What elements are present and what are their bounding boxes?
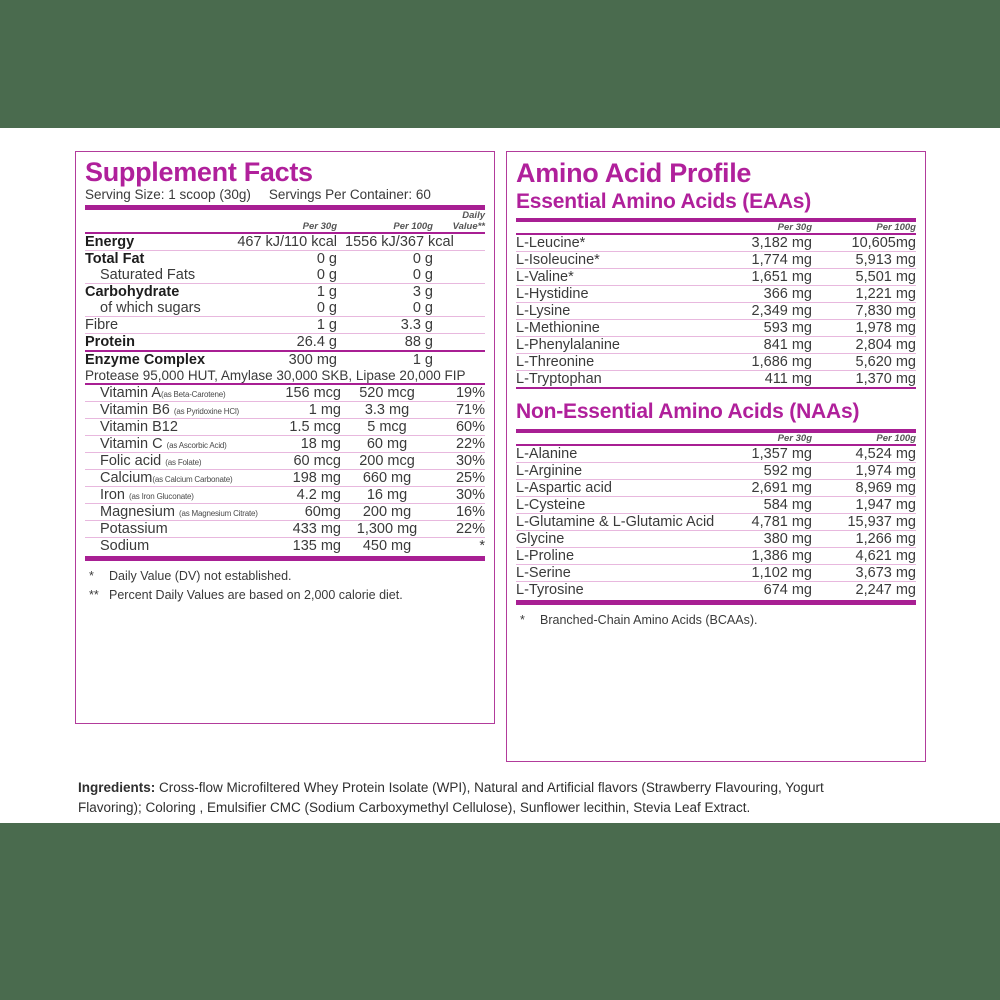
nutrient-dv: 22% <box>455 436 485 453</box>
nutrient-source: (as Ascorbic Acid) <box>166 441 227 451</box>
amino-acid-per100g: 1,978 mg <box>855 320 916 337</box>
nutrient-per30g: 1 g <box>316 317 337 334</box>
nutrient-per30g: 1 g <box>316 284 337 301</box>
amino-acid-per100g: 1,266 mg <box>855 530 916 547</box>
nutrient-name: Energy <box>85 234 135 251</box>
enzyme-detail-text: Protease 95,000 HUT, Amylase 30,000 SKB, Lipase 20,000 FIP <box>85 368 466 384</box>
table-row <box>85 538 485 554</box>
amino-acid-per30g: 1,386 mg <box>751 547 812 564</box>
table-row <box>85 453 485 469</box>
amino-acid-name: L-Lysine <box>516 303 571 320</box>
amino-acid-name: L-Valine* <box>516 269 574 286</box>
nutrient-per30g: 4.2 mg <box>296 487 341 504</box>
nutrient-label: Vitamin A <box>100 385 161 402</box>
amino-acid-profile-title: Amino Acid Profile <box>516 158 752 188</box>
nutrient-per30g: 60 mcg <box>293 453 341 470</box>
amino-acid-per30g: 841 mg <box>763 337 812 354</box>
amino-acid-per30g: 1,102 mg <box>751 564 812 581</box>
amino-acid-per100g: 7,830 mg <box>855 303 916 320</box>
table-row <box>516 480 916 496</box>
nutrient-per30g: 26.4 g <box>296 334 337 351</box>
table-row <box>85 470 485 486</box>
amino-acid-name: L-Serine <box>516 564 571 581</box>
enzyme-detail-row <box>85 368 485 383</box>
col-header-blank <box>516 433 708 444</box>
nutrient-per30g: 156 mcg <box>285 385 341 402</box>
table-row <box>85 334 485 350</box>
table-row <box>85 352 485 368</box>
table-row <box>516 371 916 387</box>
nutrient-label: Folic acid <box>100 453 162 470</box>
amino-acid-name: L-Tryptophan <box>516 371 602 388</box>
nutrient-label: Iron <box>100 487 125 504</box>
col-header-per30g: Per 30g <box>777 432 812 444</box>
nutrient-dv <box>433 300 485 316</box>
table-row <box>85 251 485 267</box>
supplement-facts-title: Supplement Facts <box>85 157 313 187</box>
amino-acid-name: L-Leucine* <box>516 235 586 252</box>
nutrient-per100g: 450 mg <box>362 538 412 555</box>
table-row <box>516 531 916 547</box>
rule <box>516 387 916 389</box>
table-row <box>85 504 485 520</box>
amino-acid-per30g: 2,691 mg <box>751 479 812 496</box>
table-row <box>85 234 485 250</box>
amino-acid-name: L-Threonine <box>516 354 595 371</box>
nutrient-per100g: 3 g <box>412 284 433 301</box>
table-row <box>516 514 916 530</box>
nutrient-per30g: 0 g <box>316 267 337 284</box>
col-header-blank <box>516 222 708 233</box>
nutrient-name: Protein <box>85 334 135 351</box>
nutrient-per100g: 88 g <box>404 334 433 351</box>
nutrient-name <box>85 436 253 452</box>
nutrient-dv: 60% <box>455 419 485 436</box>
nutrient-name <box>85 402 253 418</box>
amino-acid-name: L-Methionine <box>516 320 600 337</box>
amino-acid-per30g: 674 mg <box>763 581 812 598</box>
nutrient-label: Magnesium <box>100 504 175 521</box>
footnote-item <box>89 586 483 605</box>
amino-acid-name: L-Isoleucine* <box>516 252 600 269</box>
eaa-table <box>516 222 916 389</box>
nutrient-per30g: 60mg <box>304 504 341 521</box>
nutrient-label: Calcium <box>100 470 153 487</box>
table-row <box>516 354 916 370</box>
footnote-text: Daily Value (DV) not established. <box>109 569 292 584</box>
nutrient-per100g: 1556 kJ/367 kcal <box>345 234 454 251</box>
nutrient-per100g: 0 g <box>412 267 433 284</box>
nutrient-name: Enzyme Complex <box>85 352 206 369</box>
nutrient-per100g: 3.3 g <box>400 317 433 334</box>
nutrient-per100g: 200 mcg <box>359 453 415 470</box>
nutrient-per30g: 1 mg <box>308 402 341 419</box>
footnote-marker: * <box>89 569 94 584</box>
col-header-per100g: Per 100g <box>876 432 916 444</box>
nutrient-dv <box>433 352 485 368</box>
amino-acid-per100g: 15,937 mg <box>847 513 916 530</box>
amino-acid-per100g: 2,804 mg <box>855 337 916 354</box>
col-header-per30g: Per 30g <box>302 221 337 233</box>
nutrient-per30g: 0 g <box>316 251 337 268</box>
nutrient-dv <box>433 317 485 333</box>
table-row <box>85 436 485 452</box>
col-header-daily-value: Daily Value** <box>452 210 485 233</box>
nutrient-name <box>85 538 253 554</box>
table-row <box>85 521 485 537</box>
col-header-blank <box>85 210 237 232</box>
amino-acid-name: L-Tyrosine <box>516 581 584 598</box>
nutrient-per100g: 3.3 mg <box>364 402 410 419</box>
amino-acid-per30g: 1,774 mg <box>751 252 812 269</box>
nutrient-per100g: 1 g <box>412 352 433 369</box>
nutrient-source: (as Folate) <box>165 458 202 468</box>
ingredients-label: Ingredients: <box>78 780 156 795</box>
nutrient-name: Fibre <box>85 317 119 334</box>
nutrient-dv <box>433 334 485 350</box>
nutrient-name: Carbohydrate <box>85 284 180 301</box>
table-row <box>516 303 916 319</box>
amino-acid-per100g: 8,969 mg <box>855 479 916 496</box>
supplement-facts-panel <box>75 151 495 724</box>
nutrient-source: (as Calcium Carbonate) <box>152 475 233 485</box>
nutrient-label: Vitamin B12 <box>100 419 178 436</box>
nutrient-label: Potassium <box>100 521 168 538</box>
amino-acid-name: L-Phenylalanine <box>516 337 620 354</box>
micronutrient-table <box>85 385 485 554</box>
table-row <box>516 548 916 564</box>
amino-acid-per30g: 592 mg <box>763 462 812 479</box>
naa-heading: Non-Essential Amino Acids (NAAs) <box>516 400 860 424</box>
servings-per-container-text: Servings Per Container: 60 <box>268 187 431 203</box>
amino-acid-per30g: 411 mg <box>764 371 812 388</box>
amino-acid-per30g: 593 mg <box>763 320 812 337</box>
nutrient-per100g: 0 g <box>412 251 433 268</box>
nutrient-source: (as Beta-Carotene) <box>161 390 226 400</box>
nutrient-label: Sodium <box>100 538 150 555</box>
naa-table <box>516 433 916 598</box>
nutrient-per100g: 5 mcg <box>367 419 407 436</box>
ingredients-section <box>78 778 878 817</box>
table-row <box>516 497 916 513</box>
nutrient-name <box>85 470 253 486</box>
table-row <box>85 419 485 435</box>
amino-acid-name: L-Hystidine <box>516 286 589 303</box>
table-row <box>516 446 916 462</box>
amino-acid-per100g: 1,370 mg <box>855 371 916 388</box>
table-row <box>85 487 485 503</box>
nutrient-dv: 30% <box>455 487 485 504</box>
col-header-per30g: Per 30g <box>777 222 812 234</box>
table-row <box>516 286 916 302</box>
table-row <box>516 337 916 353</box>
table-row <box>85 402 485 418</box>
nutrient-name: Total Fat <box>85 251 145 268</box>
nutrient-per100g: 1,300 mg <box>356 521 418 538</box>
nutrient-per30g: 467 kJ/110 kcal <box>237 234 337 251</box>
footnote-text: Branched-Chain Amino Acids (BCAAs). <box>540 612 758 627</box>
nutrient-dv <box>433 251 485 267</box>
nutrient-per100g: 660 mg <box>362 470 412 487</box>
amino-acid-per100g: 1,974 mg <box>855 462 916 479</box>
nutrient-dv: 16% <box>455 504 485 521</box>
nutrient-per30g: 433 mg <box>292 521 341 538</box>
table-row <box>516 320 916 336</box>
right-footnotes <box>516 605 916 630</box>
amino-acid-name: Glycine <box>516 530 565 547</box>
nutrient-dv <box>433 267 485 283</box>
nutrient-dv: 30% <box>455 453 485 470</box>
nutrient-name: of which sugars <box>100 300 201 317</box>
amino-acid-per30g: 4,781 mg <box>751 513 812 530</box>
nutrient-source: (as Magnesium Citrate) <box>178 509 258 519</box>
table-row <box>85 284 485 300</box>
amino-acid-name: L-Proline <box>516 547 575 564</box>
amino-acid-per100g: 5,620 mg <box>855 354 916 371</box>
nutrient-per100g: 200 mg <box>362 504 412 521</box>
nutrient-dv: 71% <box>455 402 485 419</box>
amino-acid-per30g: 3,182 mg <box>751 235 812 252</box>
nutrient-source: (as Iron Gluconate) <box>129 492 194 502</box>
amino-acid-per30g: 366 mg <box>763 286 812 303</box>
footnote-text: Percent Daily Values are based on 2,000 calorie diet. <box>109 588 403 603</box>
footnote-marker: ** <box>89 588 99 603</box>
amino-acid-per100g: 5,501 mg <box>855 269 916 286</box>
naa-column-headers <box>516 433 916 444</box>
table-row <box>516 463 916 479</box>
nutrient-per30g: 198 mg <box>292 470 341 487</box>
nutrient-name: Saturated Fats <box>100 267 196 284</box>
nutrient-per30g: 300 mg <box>288 352 337 369</box>
table-row <box>516 235 916 251</box>
amino-acid-profile-panel <box>506 151 926 762</box>
amino-acid-name: L-Arginine <box>516 462 583 479</box>
footnote-item <box>89 567 483 586</box>
table-row <box>85 300 485 316</box>
nutrient-dv <box>433 284 485 300</box>
nutrient-name <box>85 504 258 521</box>
table-row <box>85 317 485 333</box>
nutrient-name <box>85 453 253 469</box>
nutrient-label: Vitamin B6 <box>100 402 170 419</box>
eaa-column-headers <box>516 222 916 233</box>
ingredients-text: Cross-flow Microfiltered Whey Protein Isolate (WPI), Natural and Artificial flavors (Strawberry Flavouring, Yogurt Flavoring); Coloring , Emulsifier CMC (Sodium Carboxymethyl Cellulose), Sunflower lecithin, Stevia Leaf Extract. <box>78 780 824 815</box>
table-row <box>85 385 485 401</box>
amino-acid-name: L-Aspartic acid <box>516 479 612 496</box>
amino-acid-name: L-Alanine <box>516 445 578 462</box>
nutrient-name <box>85 487 253 503</box>
amino-acid-per100g: 1,947 mg <box>855 496 916 513</box>
table-row <box>516 582 916 598</box>
nutrient-dv: 22% <box>455 521 485 538</box>
nutrient-source: (as Pyridoxine HCl) <box>173 407 239 417</box>
amino-acid-name: L-Glutamine & L-Glutamic Acid <box>516 513 715 530</box>
left-footnotes <box>85 561 485 605</box>
amino-acid-per100g: 3,673 mg <box>855 564 916 581</box>
footnote-item <box>520 611 914 630</box>
nutrient-dv: 25% <box>455 470 485 487</box>
nutrient-per30g: 135 mg <box>292 538 341 555</box>
nutrient-per100g: 0 g <box>412 300 433 317</box>
nutrition-table <box>85 210 485 385</box>
table-row <box>516 269 916 285</box>
nutrient-per100g: 520 mcg <box>359 385 415 402</box>
amino-acid-per100g: 5,913 mg <box>855 252 916 269</box>
amino-acid-per100g: 10,605mg <box>851 235 916 252</box>
nutrient-label: Vitamin C <box>100 436 163 453</box>
nutrient-per100g: 16 mg <box>366 487 408 504</box>
table-row <box>516 565 916 581</box>
nutrient-per30g: 0 g <box>316 300 337 317</box>
nutrient-name <box>85 521 253 537</box>
serving-size-text: Serving Size: 1 scoop (30g) <box>85 187 251 203</box>
nutrient-dv: * <box>479 538 485 555</box>
footnote-marker: * <box>520 612 525 627</box>
amino-acid-per30g: 1,651 mg <box>751 269 812 286</box>
amino-acid-per30g: 1,357 mg <box>751 445 812 462</box>
nutrient-name <box>85 385 253 401</box>
amino-acid-per100g: 4,621 mg <box>855 547 916 564</box>
amino-acid-per30g: 2,349 mg <box>751 303 812 320</box>
amino-acid-per100g: 2,247 mg <box>855 581 916 598</box>
nutrient-name <box>85 419 253 435</box>
amino-acid-per30g: 380 mg <box>763 530 812 547</box>
nutrition-column-headers <box>85 210 485 232</box>
table-row <box>85 267 485 283</box>
serving-info <box>85 187 485 202</box>
amino-acid-per30g: 584 mg <box>763 496 812 513</box>
nutrient-per100g: 60 mg <box>366 436 408 453</box>
amino-acid-per30g: 1,686 mg <box>751 354 812 371</box>
nutrient-per30g: 1.5 mcg <box>289 419 341 436</box>
amino-acid-name: L-Cysteine <box>516 496 586 513</box>
nutrient-dv: 19% <box>455 385 485 402</box>
nutrient-per30g: 18 mg <box>300 436 341 453</box>
amino-acid-per100g: 1,221 mg <box>855 286 916 303</box>
table-row <box>516 252 916 268</box>
col-header-per100g: Per 100g <box>876 222 916 234</box>
col-header-per100g: Per 100g <box>393 221 433 233</box>
amino-acid-per100g: 4,524 mg <box>855 445 916 462</box>
eaa-heading: Essential Amino Acids (EAAs) <box>516 190 812 214</box>
